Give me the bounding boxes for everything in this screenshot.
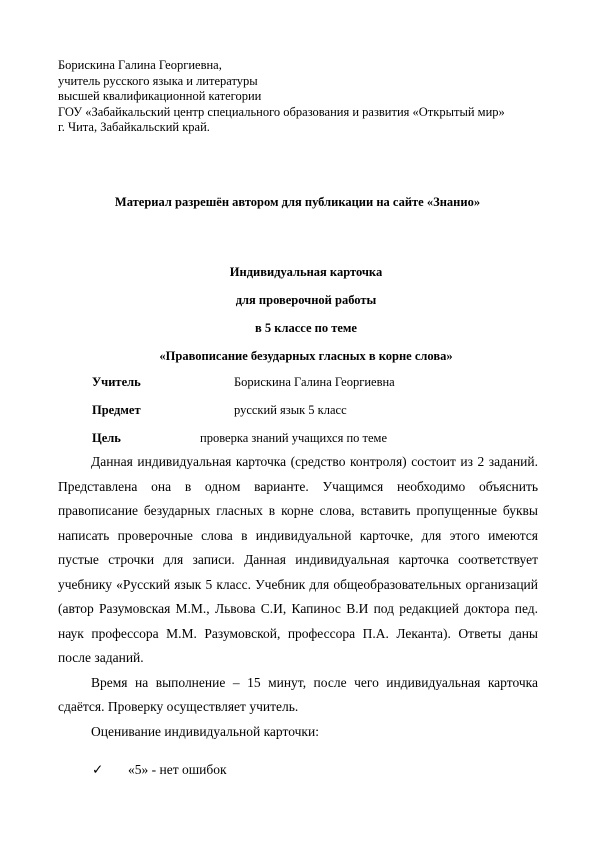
subject-row [92,403,347,418]
goal-label: Цель [92,431,121,445]
paragraph-grading-intro: Оценивание индивидуальной карточки: [91,723,319,739]
grading-item-text: «5» - нет ошибок [128,762,227,777]
goal-row [92,431,387,446]
card-grade: в 5 классе по теме [255,321,357,335]
teacher-value: Борискина Галина Георгиевна [234,375,395,389]
card-title: Индивидуальная карточка [229,265,383,279]
author-city: г. Чита, Забайкальский край. [58,120,210,134]
subject-label: Предмет [92,403,141,417]
card-topic: «Правописание безударных гласных в корне слова» [159,349,453,363]
author-category: высшей квалификационной категории [58,89,262,103]
goal-value: проверка знаний учащихся по теме [200,431,387,445]
paragraph-description: Данная индивидуальная карточка (средство контроля) состоит из 2 заданий. Представлена она в одном варианте. Учащимся необходимо объяснить правописание безударных гласных в корне слова, вставить пропущенные буквы написать проверочные слова в индивидуальной карточке, для этого имеются пустые строчки для записи. Данная индивидуальная карточка соответствует учебнику «Русский язык 5 класс. Учебник для общеобразовательных организаций (автор Разумовская М.М., Львова С.И, Капинос В.И под редакцией доктора пед. наук профессора М.М. Разумовской, профессора П.А. Леканта). Ответы даны после заданий. [58,454,538,665]
checkmark-icon: ✓ [92,762,104,777]
publication-notice: Материал разрешён автором для публикации на сайте «Знанио» [114,195,481,209]
teacher-row [92,375,395,390]
teacher-label: Учитель [92,375,141,389]
grading-item [92,762,227,778]
card-subtitle: для проверочной работы [235,293,377,307]
body-text [58,450,538,744]
author-info [58,58,528,136]
paragraph-time: Время на выполнение – 15 минут, после чего индивидуальная карточка сдаётся. Проверку осуществляет учитель. [58,674,538,714]
author-position: учитель русского языка и литературы [58,73,258,88]
author-organization: ГОУ «Забайкальский центр специального образования и развития «Открытый мир» [58,104,505,119]
author-name: Борискина Галина Георгиевна, [58,58,222,72]
subject-value: русский язык 5 класс [234,403,347,417]
